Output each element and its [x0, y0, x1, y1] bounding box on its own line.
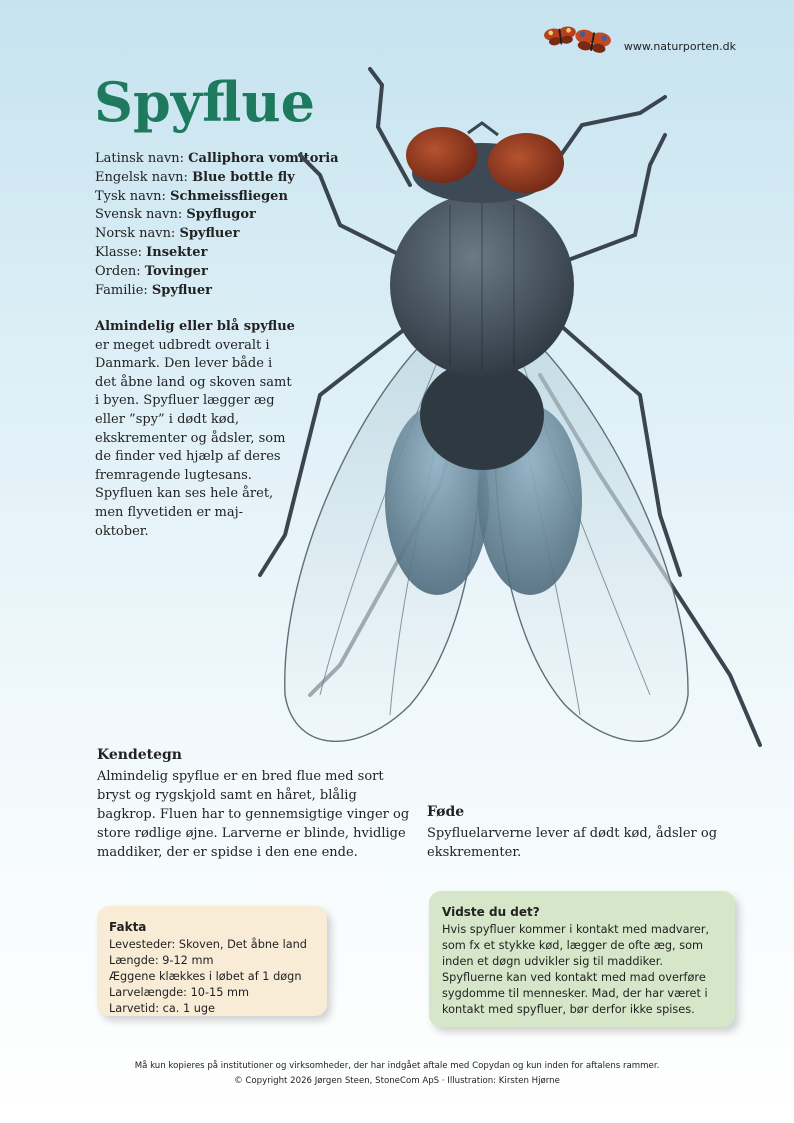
- website-url: www.naturporten.dk: [623, 40, 736, 53]
- intro-paragraph: [95, 318, 295, 541]
- fode-text: Spyfluelarverne lever af dødt kød, ådsler og ekskrementer.: [427, 826, 718, 860]
- name-row-family: Familie: Spyfluer: [95, 282, 212, 298]
- footer-license: Må kun kopieres på institutioner og virksomheder, der har indgået aftale med Copydan og kun inden for aftalens rammer.: [134, 1061, 660, 1071]
- kendetegn-section: [97, 746, 412, 862]
- name-row-norwegian: Norsk navn: Spyfluer: [95, 226, 240, 242]
- fode-heading: Føde: [427, 804, 465, 820]
- vidste-heading: Vidste du det?: [442, 905, 540, 919]
- intro-text: er meget udbredt overalt i Danmark. Den lever både i det åbne land og skoven samt i byen. Spyfluer lægger æg eller ”spy” i dødt kød, ekskrementer og ådsler, som de finder ved hjælp af deres fremragende lugtesans. Spyfluen kan ses hele året, men flyvetiden er maj-oktober.: [95, 337, 292, 539]
- fakta-line: Længde: 9-12 mm: [109, 954, 214, 967]
- butterfly-icon: [538, 22, 618, 56]
- name-row-order: Orden: Tovinger: [95, 263, 208, 279]
- fakta-line: Larvetid: ca. 1 uge: [109, 1002, 216, 1015]
- name-row-english: Engelsk navn: Blue bottle fly: [95, 169, 295, 185]
- footer-copyright: © Copyright 2026 Jørgen Steen, StoneCom ApS · Illustration: Kirsten Hjørne: [234, 1076, 560, 1086]
- intro-bold-lead: Almindelig eller blå spyflue: [95, 319, 295, 334]
- kendetegn-heading: Kendetegn: [97, 747, 182, 763]
- vidste-du-det-box: [429, 891, 735, 1027]
- kendetegn-text: Almindelig spyflue er en bred flue med sort bryst og rygskjold samt en håret, blålig bagkrop. Fluen har to gennemsigtige vinger og store rødlige øjne. Larverne er blinde, hvidlige maddiker, der er spidse i den ene ende.: [97, 769, 410, 860]
- name-row-german: Tysk navn: Schmeissfliegen: [95, 188, 288, 204]
- name-row-latin: Latinsk navn: Calliphora vomitoria: [95, 151, 339, 166]
- fode-section: [427, 803, 727, 862]
- fakta-line: Levesteder: Skoven, Det åbne land: [109, 938, 307, 951]
- page-title: Spyflue: [94, 70, 316, 134]
- fakta-line: Æggene klækkes i løbet af 1 døgn: [109, 970, 302, 983]
- name-row-class: Klasse: Insekter: [95, 244, 208, 260]
- vidste-text: Hvis spyfluer kommer i kontakt med madvarer, som fx et stykke kød, lægger de ofte æg, som inden et døgn udvikler sig til maddiker. Spyfluerne kan ved kontakt med mad overføre sygdomme til mennesker. Mad, der har været i kontakt med spyfluer, bør derfor ikke spises.: [442, 923, 710, 1016]
- name-row-swedish: Svensk navn: Spyflugor: [95, 207, 256, 223]
- fakta-box: [97, 906, 327, 1016]
- footer: [0, 1059, 794, 1089]
- blowfly-illustration: [210, 55, 790, 765]
- fakta-heading: Fakta: [109, 920, 147, 934]
- fakta-line: Larvelængde: 10-15 mm: [109, 986, 250, 999]
